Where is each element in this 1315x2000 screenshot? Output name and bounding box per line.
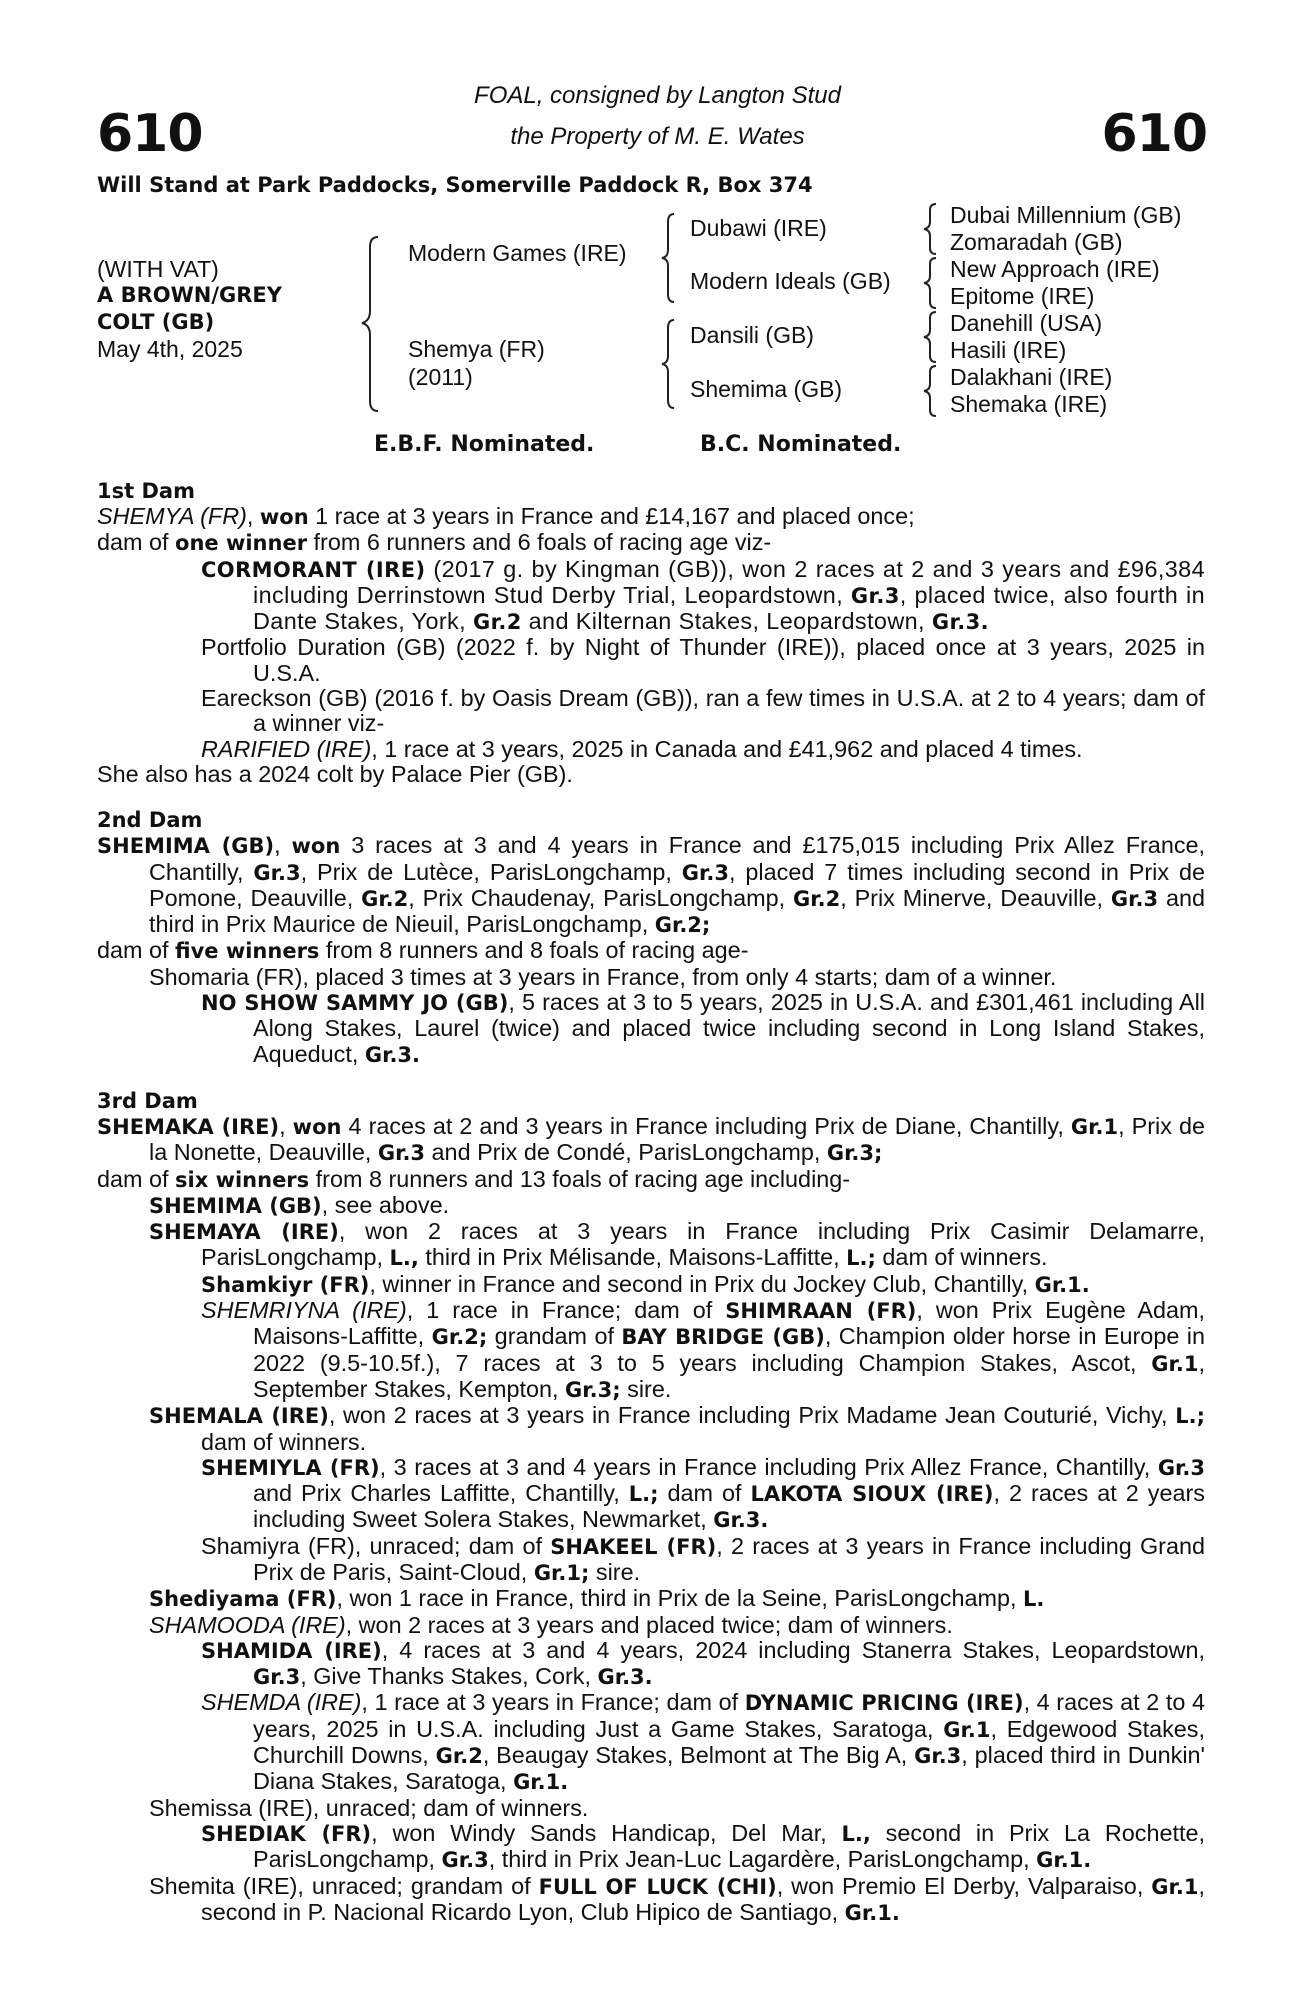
won-label: won: [291, 834, 341, 859]
text: , 4 races at 3 and 4 years, 2024 including Stanerra Stakes, Leopardstown,: [381, 1636, 1205, 1663]
listed-label: L.;: [846, 1246, 876, 1271]
produce-entry: [97, 1690, 1205, 1795]
pedigree-sire-sire: Dubawi (IRE): [690, 215, 827, 241]
horse-name: SHEDIAK (FR): [201, 1821, 372, 1846]
text: dam of winners.: [201, 1428, 367, 1455]
text: , Champion older horse in Europe in 2022 (9.5-10.5f.), 7 races at 3 to 5 years including Champion Stakes, Ascot,: [253, 1323, 1205, 1376]
owner-line: the Property of M. E. Wates: [510, 123, 805, 150]
produce-entry: [97, 1219, 1205, 1272]
produce-entry: Portfolio Duration (GB) (2022 f. by Night of Thunder (IRE)), placed once at 3 years, 2025 in U.S.A.: [201, 634, 1205, 686]
grade-label: Gr.3: [1157, 1455, 1206, 1480]
horse-name: SHEMIMA (GB): [149, 1193, 322, 1218]
produce-note: She also has a 2024 colt by Palace Pier (GB).: [97, 760, 573, 787]
winners-count: five winners: [175, 939, 320, 964]
pedigree-brace-g3-1: [922, 202, 952, 256]
text: 4 races at 2 and 3 years in France including Prix de Diane, Chantilly,: [341, 1112, 1071, 1139]
grade-label: Gr.3.: [713, 1508, 769, 1533]
pedigree-sire: Modern Games (IRE): [408, 240, 627, 266]
horse-description: A BROWN/GREY: [97, 283, 282, 307]
grade-label: Gr.3: [850, 583, 900, 608]
horse-name: SHAMIDA (IRE): [201, 1638, 382, 1663]
listed-label: L.;: [1175, 1404, 1205, 1429]
produce-entry: [97, 1298, 1205, 1403]
pedigree-g3-6: Hasili (IRE): [950, 337, 1067, 363]
pedigree-brace-dam: [660, 318, 690, 410]
winners-count: six winners: [175, 1167, 310, 1192]
text: dam of: [97, 1165, 176, 1192]
grade-label: Gr.2: [472, 610, 522, 635]
vat-note: (WITH VAT): [97, 256, 219, 282]
text: , 3 races at 3 and 4 years in France including Prix Allez France, Chantilly,: [379, 1453, 1158, 1480]
produce-entry: [97, 990, 1205, 1068]
won-label: won: [259, 505, 309, 529]
winners-count: one winner: [175, 531, 308, 556]
pedigree-g3-2: Zomaradah (GB): [950, 229, 1123, 255]
horse-name: SHAKEEL (FR): [550, 1534, 717, 1559]
text: , see above.: [321, 1191, 450, 1218]
produce-entry: Eareckson (GB) (2016 f. by Oasis Dream (GB)), ran a few times in U.S.A. at 2 to 4 years; dam of a winner viz-: [201, 685, 1205, 737]
text: , Beaugay Stakes, Belmont at The Big A,: [482, 1742, 915, 1769]
pedigree-dam-dam: Shemima (GB): [690, 376, 843, 402]
third-dam-entry: SHEMAKA (IRE), won 4 races at 2 and 3 years in France including Prix de Diane, Chantilly, Gr.1, Prix de la Nonette, Deauville, Gr.3 and Prix de Condé, ParisLongchamp, Gr.3;: [97, 1112, 1205, 1166]
text: , Give Thanks Stakes, Cork,: [300, 1663, 598, 1690]
text: and Prix Charles Laffitte, Chantilly,: [253, 1480, 629, 1507]
listed-label: L.: [1022, 1587, 1045, 1612]
text: from 6 runners and 6 foals of racing age viz-: [307, 529, 772, 556]
text: and Prix de Condé, ParisLongchamp,: [425, 1139, 827, 1166]
horse-name: CORMORANT (IRE): [201, 557, 426, 582]
text: , placed 7 times including second in Prix de Pomone, Deauville,: [149, 858, 1205, 911]
section-heading-second-dam: 2nd Dam: [97, 808, 203, 833]
text: dam of winners.: [875, 1244, 1048, 1271]
grade-label: Gr.3: [681, 860, 729, 885]
pedigree-dam-sire: Dansili (GB): [690, 322, 814, 348]
produce-entry: [97, 737, 1205, 762]
text: , won Prix Eugène Adam, Maisons-Laffitte,: [253, 1297, 1206, 1350]
pedigree-sire-dam: Modern Ideals (GB): [690, 268, 891, 294]
text: , won Windy Sands Handicap, Del Mar,: [371, 1819, 842, 1846]
text: dam of: [658, 1480, 751, 1507]
grade-label: Gr.3: [377, 1141, 426, 1166]
pedigree-g3-5: Danehill (USA): [950, 310, 1103, 336]
grade-label: Gr.1.: [1036, 1848, 1092, 1873]
horse-name: SHIMRAAN (FR): [725, 1299, 917, 1324]
listed-label: L.;: [628, 1482, 659, 1507]
text: , third in Prix Jean-Luc Lagardère, ParisLongchamp,: [488, 1846, 1037, 1873]
text: , 4 races at 2 to 4 years, 2025 in U.S.A. including Just a Game Stakes, Saratoga,: [253, 1689, 1205, 1742]
grade-label: Gr.3: [253, 860, 301, 885]
grade-label: Gr.1.: [513, 1770, 569, 1795]
text: dam of: [97, 937, 176, 964]
ebf-nomination: E.B.F. Nominated.: [374, 432, 595, 457]
pedigree-g3-3: New Approach (IRE): [950, 256, 1160, 282]
horse-name: SHEMIYLA (FR): [201, 1455, 380, 1480]
horse-name: NO SHOW SAMMY JO (GB): [201, 991, 509, 1016]
grade-label: Gr.2: [361, 886, 409, 911]
text: , 1 race at 3 years in France; dam of: [361, 1689, 745, 1716]
grade-label: Gr.2: [435, 1744, 483, 1769]
grade-label: Gr.1: [1151, 1874, 1199, 1899]
pedigree-g3-7: Dalakhani (IRE): [950, 364, 1113, 390]
text: 3 races at 3 and 4 years in France and £175,015 including Prix Allez France, Chantilly,: [149, 832, 1206, 885]
section-heading-first-dam: 1st Dam: [97, 479, 195, 503]
consignor-line: FOAL, consigned by Langton Stud: [474, 82, 841, 109]
horse-name: Shamkiyr (FR): [201, 1272, 370, 1297]
text: and Kilternan Stakes, Leopardstown,: [521, 608, 932, 635]
pedigree-brace-g3-4: [922, 364, 952, 418]
text: from 8 runners and 13 foals of racing age including-: [309, 1165, 851, 1192]
stand-location: Will Stand at Park Paddocks, Somerville Paddock R, Box 374: [97, 173, 813, 197]
produce-entry: [97, 1455, 1205, 1534]
grade-label: Gr.2;: [654, 913, 711, 938]
horse-name: SHAMOODA (IRE): [149, 1611, 346, 1638]
lot-number-right: 610: [1101, 104, 1207, 164]
foaling-date: May 4th, 2025: [97, 336, 243, 362]
text: 1 race at 3 years in France and £14,167 and placed once;: [308, 503, 915, 529]
pedigree-g3-1: Dubai Millennium (GB): [950, 202, 1182, 228]
horse-name: SHEMIMA (GB): [97, 834, 275, 859]
text: Shemita (IRE), unraced; grandam of: [149, 1872, 539, 1899]
produce-entry: [97, 557, 1205, 636]
text: , Prix Chaudenay, ParisLongchamp,: [408, 884, 793, 911]
text: from 8 runners and 8 foals of racing age-: [319, 937, 749, 964]
won-label: won: [292, 1114, 342, 1139]
text: , won 1 race in France, third in Prix de la Seine, ParisLongchamp,: [336, 1585, 1023, 1612]
grade-label: Gr.3: [253, 1665, 301, 1690]
text: , Prix Minerve, Deauville,: [840, 884, 1111, 911]
third-dam-produce-summary: [97, 1167, 1205, 1193]
text: dam of: [97, 529, 176, 556]
horse-name: LAKOTA SIOUX (IRE): [750, 1482, 994, 1507]
grade-label: Gr.1.: [844, 1900, 900, 1925]
text: , September Stakes, Kempton,: [253, 1349, 1205, 1402]
text: , won 2 races at 3 years and placed twice; dam of winners.: [345, 1611, 953, 1638]
horse-name: FULL OF LUCK (CHI): [538, 1874, 777, 1899]
pedigree-brace-sire: [660, 212, 690, 304]
second-dam-produce-summary: [97, 938, 1205, 964]
pedigree-brace-g3-3: [922, 310, 952, 364]
grade-label: Gr.1.: [1034, 1272, 1090, 1297]
text: Shamiyra (FR), unraced; dam of: [201, 1532, 551, 1559]
grade-label: Gr.1: [1151, 1351, 1199, 1376]
listed-label: L.,: [841, 1821, 871, 1846]
grade-label: Gr.3;: [826, 1141, 883, 1166]
first-dam-entry: SHEMYA (FR), won 1 race at 3 years in France and £14,167 and placed once;: [97, 503, 915, 529]
horse-name: RARIFIED (IRE): [201, 735, 372, 762]
grade-label: Gr.1;: [533, 1560, 590, 1585]
grade-label: Gr.2;: [431, 1325, 488, 1350]
grade-label: Gr.3: [914, 1744, 962, 1769]
text: , Edgewood Stakes, Churchill Downs,: [253, 1715, 1205, 1769]
pedigree-brace-g3-2: [922, 256, 952, 310]
produce-entry: Shomaria (FR), placed 3 times at 3 years in France, from only 4 starts; dam of a winner.: [149, 963, 1057, 990]
produce-entry: [97, 1403, 1205, 1455]
horse-name: SHEMALA (IRE): [149, 1404, 329, 1429]
text: , 2 races at 2 years including Sweet Solera Stakes, Newmarket,: [253, 1480, 1205, 1533]
text: , placed third in Dunkin' Diana Stakes, Saratoga,: [253, 1742, 1205, 1795]
pedigree-g3-8: Shemaka (IRE): [950, 391, 1108, 417]
text: grandam of: [487, 1323, 622, 1350]
horse-name: SHEMAYA (IRE): [149, 1220, 339, 1245]
produce-entry: Shemissa (IRE), unraced; dam of winners.: [149, 1794, 589, 1821]
grade-label: Gr.3.: [364, 1042, 421, 1067]
grade-label: Gr.3: [1110, 886, 1159, 911]
text: (2017 g. by Kingman (GB)), won 2 races at 2 and 3 years and £96,384 including Derrinstown Stud Derby Trial, Leopardstown,: [253, 555, 1205, 608]
catalogue-body: [97, 478, 1205, 1926]
text: , won Premio El Derby, Valparaiso,: [776, 1872, 1152, 1899]
pedigree-dam-year: (2011): [408, 364, 473, 390]
produce-entry: [97, 1638, 1205, 1691]
grade-label: Gr.2: [793, 886, 841, 911]
grade-label: Gr.1: [1070, 1114, 1119, 1139]
text: sire.: [620, 1375, 672, 1402]
horse-name: SHEMAKA (IRE): [97, 1114, 280, 1139]
horse-name: SHEMDA (IRE): [201, 1689, 362, 1716]
lot-number-left: 610: [97, 104, 203, 164]
produce-entry: [97, 1272, 1205, 1298]
horse-name: SHEMRIYNA (IRE): [201, 1297, 407, 1324]
second-dam-entry: SHEMIMA (GB), won 3 races at 3 and 4 years in France and £175,015 including Prix Allez France, Chantilly, Gr.3, Prix de Lutèce, ParisLongchamp, Gr.3, placed 7 times including second in Prix de Pomone, Deauville, Gr.2, Prix Chaudenay, ParisLongchamp, Gr.2, Prix Minerve, Deauville, Gr.3 and third in Prix Maurice de Nieuil, ParisLongchamp, Gr.2;: [97, 832, 1206, 938]
text: third in Prix Mélisande, Maisons-Laffitte,: [418, 1244, 847, 1271]
grade-label: Gr.3;: [565, 1377, 621, 1402]
text: , 2 races at 3 years in France including Grand Prix de Paris, Saint-Cloud,: [253, 1532, 1205, 1585]
produce-entry: [97, 1586, 1205, 1612]
grade-label: Gr.1: [943, 1717, 991, 1742]
text: , won 2 races at 3 years in France including Prix Casimir Delamarre, ParisLongchamp,: [201, 1218, 1205, 1271]
bc-nomination: B.C. Nominated.: [700, 432, 902, 457]
text: , Prix de la Nonette, Deauville,: [149, 1112, 1205, 1166]
listed-label: L.,: [389, 1246, 419, 1271]
grade-label: Gr.3.: [931, 610, 990, 635]
text: and third in Prix Maurice de Nieuil, ParisLongchamp,: [149, 884, 1205, 938]
pedigree-brace-main: [360, 235, 400, 415]
text: , second in P. Nacional Ricardo Lyon, Club Hipico de Santiago,: [201, 1872, 1205, 1925]
text: , won 2 races at 3 years in France including Prix Madame Jean Couturié, Vichy,: [328, 1402, 1176, 1429]
text: , 1 race in France; dam of: [406, 1297, 726, 1324]
horse-name: DYNAMIC PRICING (IRE): [744, 1691, 1024, 1716]
produce-entry: [97, 1874, 1205, 1927]
text: , placed twice, also fourth in Dante Stakes, York,: [253, 581, 1205, 635]
produce-entry: [97, 1193, 1205, 1219]
first-dam-produce-summary: [97, 530, 1205, 556]
text: , 5 races at 3 to 5 years, 2025 in U.S.A. and £301,461 including All Along Stakes, Laurel (twice) and placed twice including second in Long Island Stakes, Aqueduct,: [253, 989, 1205, 1067]
text: sire.: [589, 1558, 641, 1585]
pedigree-g3-4: Epitome (IRE): [950, 283, 1095, 309]
grade-label: Gr.3.: [597, 1665, 653, 1690]
produce-entry: [97, 1821, 1205, 1874]
produce-entry: [97, 1534, 1205, 1587]
text: , 1 race at 3 years, 2025 in Canada and £41,962 and placed 4 times.: [371, 735, 1083, 762]
horse-name: SHEMYA (FR): [97, 503, 247, 529]
text: , Prix de Lutèce, ParisLongchamp,: [300, 858, 682, 885]
section-heading-third-dam: 3rd Dam: [97, 1088, 198, 1113]
pedigree-dam: Shemya (FR): [408, 336, 545, 362]
horse-name: Shediyama (FR): [149, 1587, 337, 1612]
produce-entry: [97, 1613, 1205, 1638]
text: , winner in France and second in Prix du Jockey Club, Chantilly,: [369, 1270, 1035, 1297]
text: second in Prix La Rochette, ParisLongchamp,: [253, 1819, 1205, 1873]
grade-label: Gr.3: [441, 1848, 489, 1873]
horse-name: BAY BRIDGE (GB): [621, 1325, 825, 1350]
horse-description-sex: COLT (GB): [97, 310, 215, 334]
